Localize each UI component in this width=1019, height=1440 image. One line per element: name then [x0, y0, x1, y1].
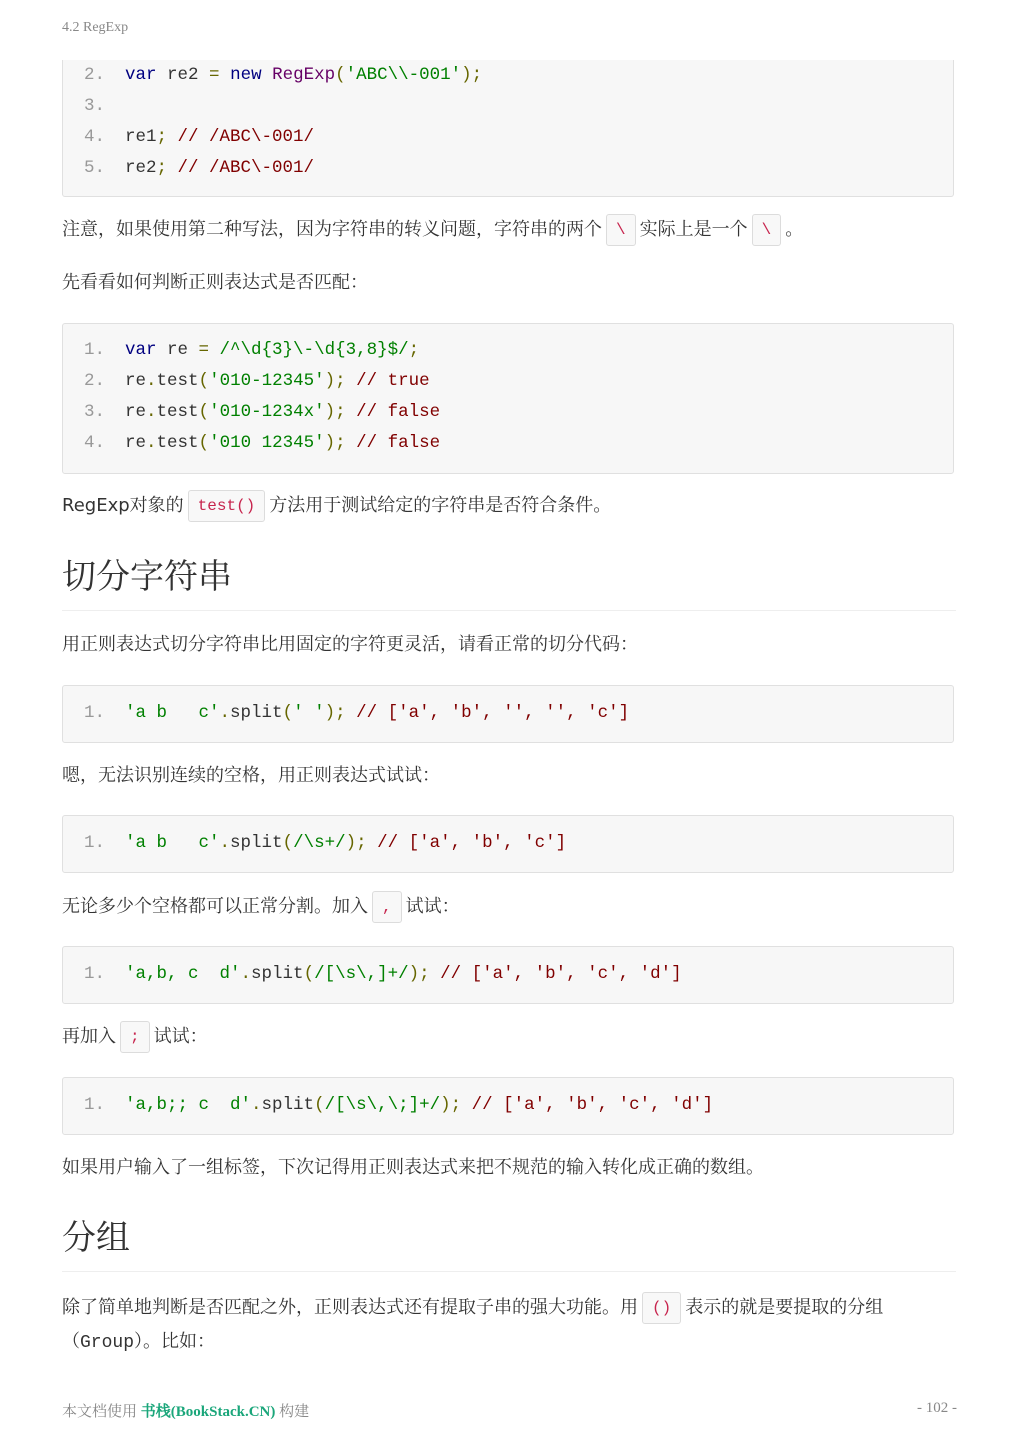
code-content: [125, 153, 314, 184]
code-content: [125, 1090, 713, 1121]
code-content: [125, 397, 440, 428]
code-token: // ['a', 'b', 'c']: [366, 833, 567, 853]
inline-code-parens: (): [642, 1292, 681, 1324]
code-line: [63, 828, 953, 859]
code-token: '010-12345': [209, 371, 325, 391]
code-line: [63, 698, 953, 729]
group-intro-paragraph: [62, 1291, 957, 1360]
inline-code-test: test(): [188, 490, 266, 522]
code-token: 'a b c': [125, 703, 220, 723]
code-token: // /ABC\-001/: [167, 127, 315, 147]
code-token: (: [282, 833, 294, 853]
code-token: split: [261, 1095, 315, 1115]
code-token: // false: [345, 402, 441, 422]
text-span: 试试：: [405, 896, 460, 917]
code-token: RegExp: [272, 65, 336, 85]
line-number: 3.: [84, 402, 106, 422]
code-token: re: [125, 433, 147, 453]
line-number: 1.: [84, 340, 106, 360]
code-token: );: [324, 703, 346, 723]
text-span: 除了简单地判断是否匹配之外，正则表达式还有提取子串的强大功能。用: [62, 1297, 638, 1318]
code-token: new: [230, 65, 262, 85]
code-token: // ['a', 'b', '', '', 'c']: [345, 703, 630, 723]
code-token: );: [461, 65, 483, 85]
code-token: (: [303, 964, 315, 984]
page-number: - 102 -: [917, 1400, 957, 1416]
code-token: var: [125, 65, 157, 85]
code-line: [63, 335, 953, 366]
code-token: /^\d{3}\-\d{3,8}$/: [209, 340, 409, 360]
code-token: ;: [156, 127, 168, 147]
text-span: 。: [785, 219, 804, 240]
code-token: var: [125, 340, 157, 360]
code-content: [125, 335, 419, 366]
code-token: .: [146, 433, 157, 453]
code-token: );: [345, 833, 367, 853]
code-token: (: [198, 402, 210, 422]
line-number: 2.: [84, 371, 106, 391]
code-token: /\s+/: [293, 833, 346, 853]
code-token: [262, 65, 273, 85]
code-token: .: [219, 833, 231, 853]
text-span: 试试：: [153, 1026, 208, 1047]
add-comma-paragraph: [62, 890, 957, 924]
line-number: 1.: [84, 964, 106, 984]
code-token: test: [156, 371, 199, 391]
line-number: 3.: [84, 96, 106, 116]
code-block-split-regex: [62, 815, 954, 873]
code-token: 'a,b, c d': [125, 964, 241, 984]
text-span: 表示的就是要提取的分组（: [62, 1297, 884, 1352]
code-token: 'ABC\\-001': [345, 65, 462, 85]
text-span: 无论多少个空格都可以正常分割。加入: [62, 896, 368, 917]
code-token: .: [251, 1095, 262, 1115]
code-token: re: [125, 371, 147, 391]
inline-code-comma: ,: [372, 891, 402, 923]
text-span: 方法用于测试给定的字符串是否符合条件。: [269, 495, 612, 516]
code-token: 'a b c': [125, 833, 220, 853]
code-token: );: [324, 402, 346, 422]
chapter-header: 4.2 RegExp: [62, 20, 129, 35]
code-token: // true: [345, 371, 430, 391]
heading-group: 分组: [62, 1213, 956, 1272]
code-token: );: [324, 371, 346, 391]
inline-code-semicolon: ;: [120, 1021, 150, 1053]
text-span: 再加入: [62, 1026, 116, 1047]
text-span: ）。比如：: [134, 1331, 216, 1352]
split-intro-paragraph: 用正则表达式切分字符串比用固定的字符更灵活，请看正常的切分代码：: [62, 634, 638, 655]
code-token: // ['a', 'b', 'c', 'd']: [429, 964, 682, 984]
code-token: (: [282, 703, 294, 723]
code-token: re: [156, 340, 199, 360]
line-number: 2.: [84, 65, 106, 85]
code-token: test: [156, 433, 199, 453]
code-token: re2: [125, 158, 157, 178]
code-token: re1: [125, 127, 157, 147]
code-token: ' ': [293, 703, 325, 723]
code-token: split: [230, 833, 283, 853]
code-line: [63, 366, 953, 397]
code-token: 'a,b;; c d': [125, 1095, 252, 1115]
code-line: [63, 1090, 953, 1121]
code-token: /[\s\,\;]+/: [324, 1095, 441, 1115]
code-token: test: [156, 402, 199, 422]
code-block-split-space: [62, 685, 954, 743]
code-token: .: [240, 964, 252, 984]
code-token: split: [230, 703, 283, 723]
line-number: 4.: [84, 127, 106, 147]
code-token: (: [314, 1095, 325, 1115]
footer-suffix: 构建: [279, 1404, 310, 1420]
line-number: 1.: [84, 1095, 106, 1115]
code-line: [63, 959, 953, 990]
code-token: split: [251, 964, 304, 984]
code-block-split-semicolon: [62, 1077, 954, 1135]
code-token: (: [198, 433, 210, 453]
code-token: (: [198, 371, 210, 391]
line-number: 1.: [84, 703, 106, 723]
footer-brand-link[interactable]: 书栈(BookStack.CN): [140, 1404, 276, 1420]
footer-credit: [62, 1400, 309, 1421]
text-span: RegExp对象的: [62, 495, 184, 516]
inline-code-backslash: \: [752, 214, 782, 246]
intro-test-paragraph: 先看看如何判断正则表达式是否匹配：: [62, 272, 368, 293]
code-content: [125, 698, 629, 729]
text-span: 实际上是一个: [639, 219, 748, 240]
inline-code-backslash: \: [606, 214, 636, 246]
code-token: =: [209, 65, 220, 85]
group-word: Group: [80, 1333, 135, 1353]
code-content: [125, 428, 440, 459]
code-block-regexp-constructor: [62, 60, 954, 197]
code-token: ;: [408, 340, 420, 360]
code-token: re2: [156, 65, 210, 85]
code-block-test: [62, 323, 954, 474]
code-token: /[\s\,]+/: [314, 964, 409, 984]
tags-paragraph: 如果用户输入了一组标签，下次记得用正则表达式来把不规范的输入转化成正确的数组。: [62, 1157, 764, 1178]
code-token: .: [219, 703, 231, 723]
code-token: );: [408, 964, 430, 984]
code-token: .: [146, 402, 157, 422]
code-content: [125, 366, 430, 397]
code-line: [63, 122, 953, 153]
code-token: // /ABC\-001/: [167, 158, 315, 178]
heading-split-string: 切分字符串: [62, 552, 956, 611]
code-token: // ['a', 'b', 'c', 'd']: [461, 1095, 714, 1115]
code-token: // false: [345, 433, 441, 453]
code-token: );: [440, 1095, 462, 1115]
code-token: re: [125, 402, 147, 422]
code-content: [125, 959, 682, 990]
line-number: 5.: [84, 158, 106, 178]
test-method-paragraph: [62, 489, 957, 523]
footer-prefix: 本文档使用: [62, 1404, 138, 1420]
code-token: [220, 65, 231, 85]
code-token: ;: [156, 158, 168, 178]
code-token: (: [335, 65, 346, 85]
code-content: [125, 828, 566, 859]
code-line: [63, 428, 953, 459]
code-line: [63, 397, 953, 428]
code-token: .: [146, 371, 157, 391]
note-paragraph: [62, 213, 957, 247]
line-number: 1.: [84, 833, 106, 853]
code-token: );: [324, 433, 346, 453]
code-token: '010-1234x': [209, 402, 325, 422]
code-line: [63, 60, 953, 91]
line-number: 4.: [84, 433, 106, 453]
code-block-split-comma: [62, 946, 954, 1004]
code-line: [63, 91, 953, 122]
regex-try-paragraph: 嗯，无法识别连续的空格，用正则表达式试试：: [62, 765, 440, 786]
code-content: [125, 122, 314, 153]
text-span: 注意，如果使用第二种写法，因为字符串的转义问题，字符串的两个: [62, 219, 602, 240]
code-content: [125, 60, 482, 91]
code-line: [63, 153, 953, 184]
code-token: =: [198, 340, 210, 360]
add-semicolon-paragraph: [62, 1020, 957, 1054]
code-token: '010 12345': [209, 433, 325, 453]
